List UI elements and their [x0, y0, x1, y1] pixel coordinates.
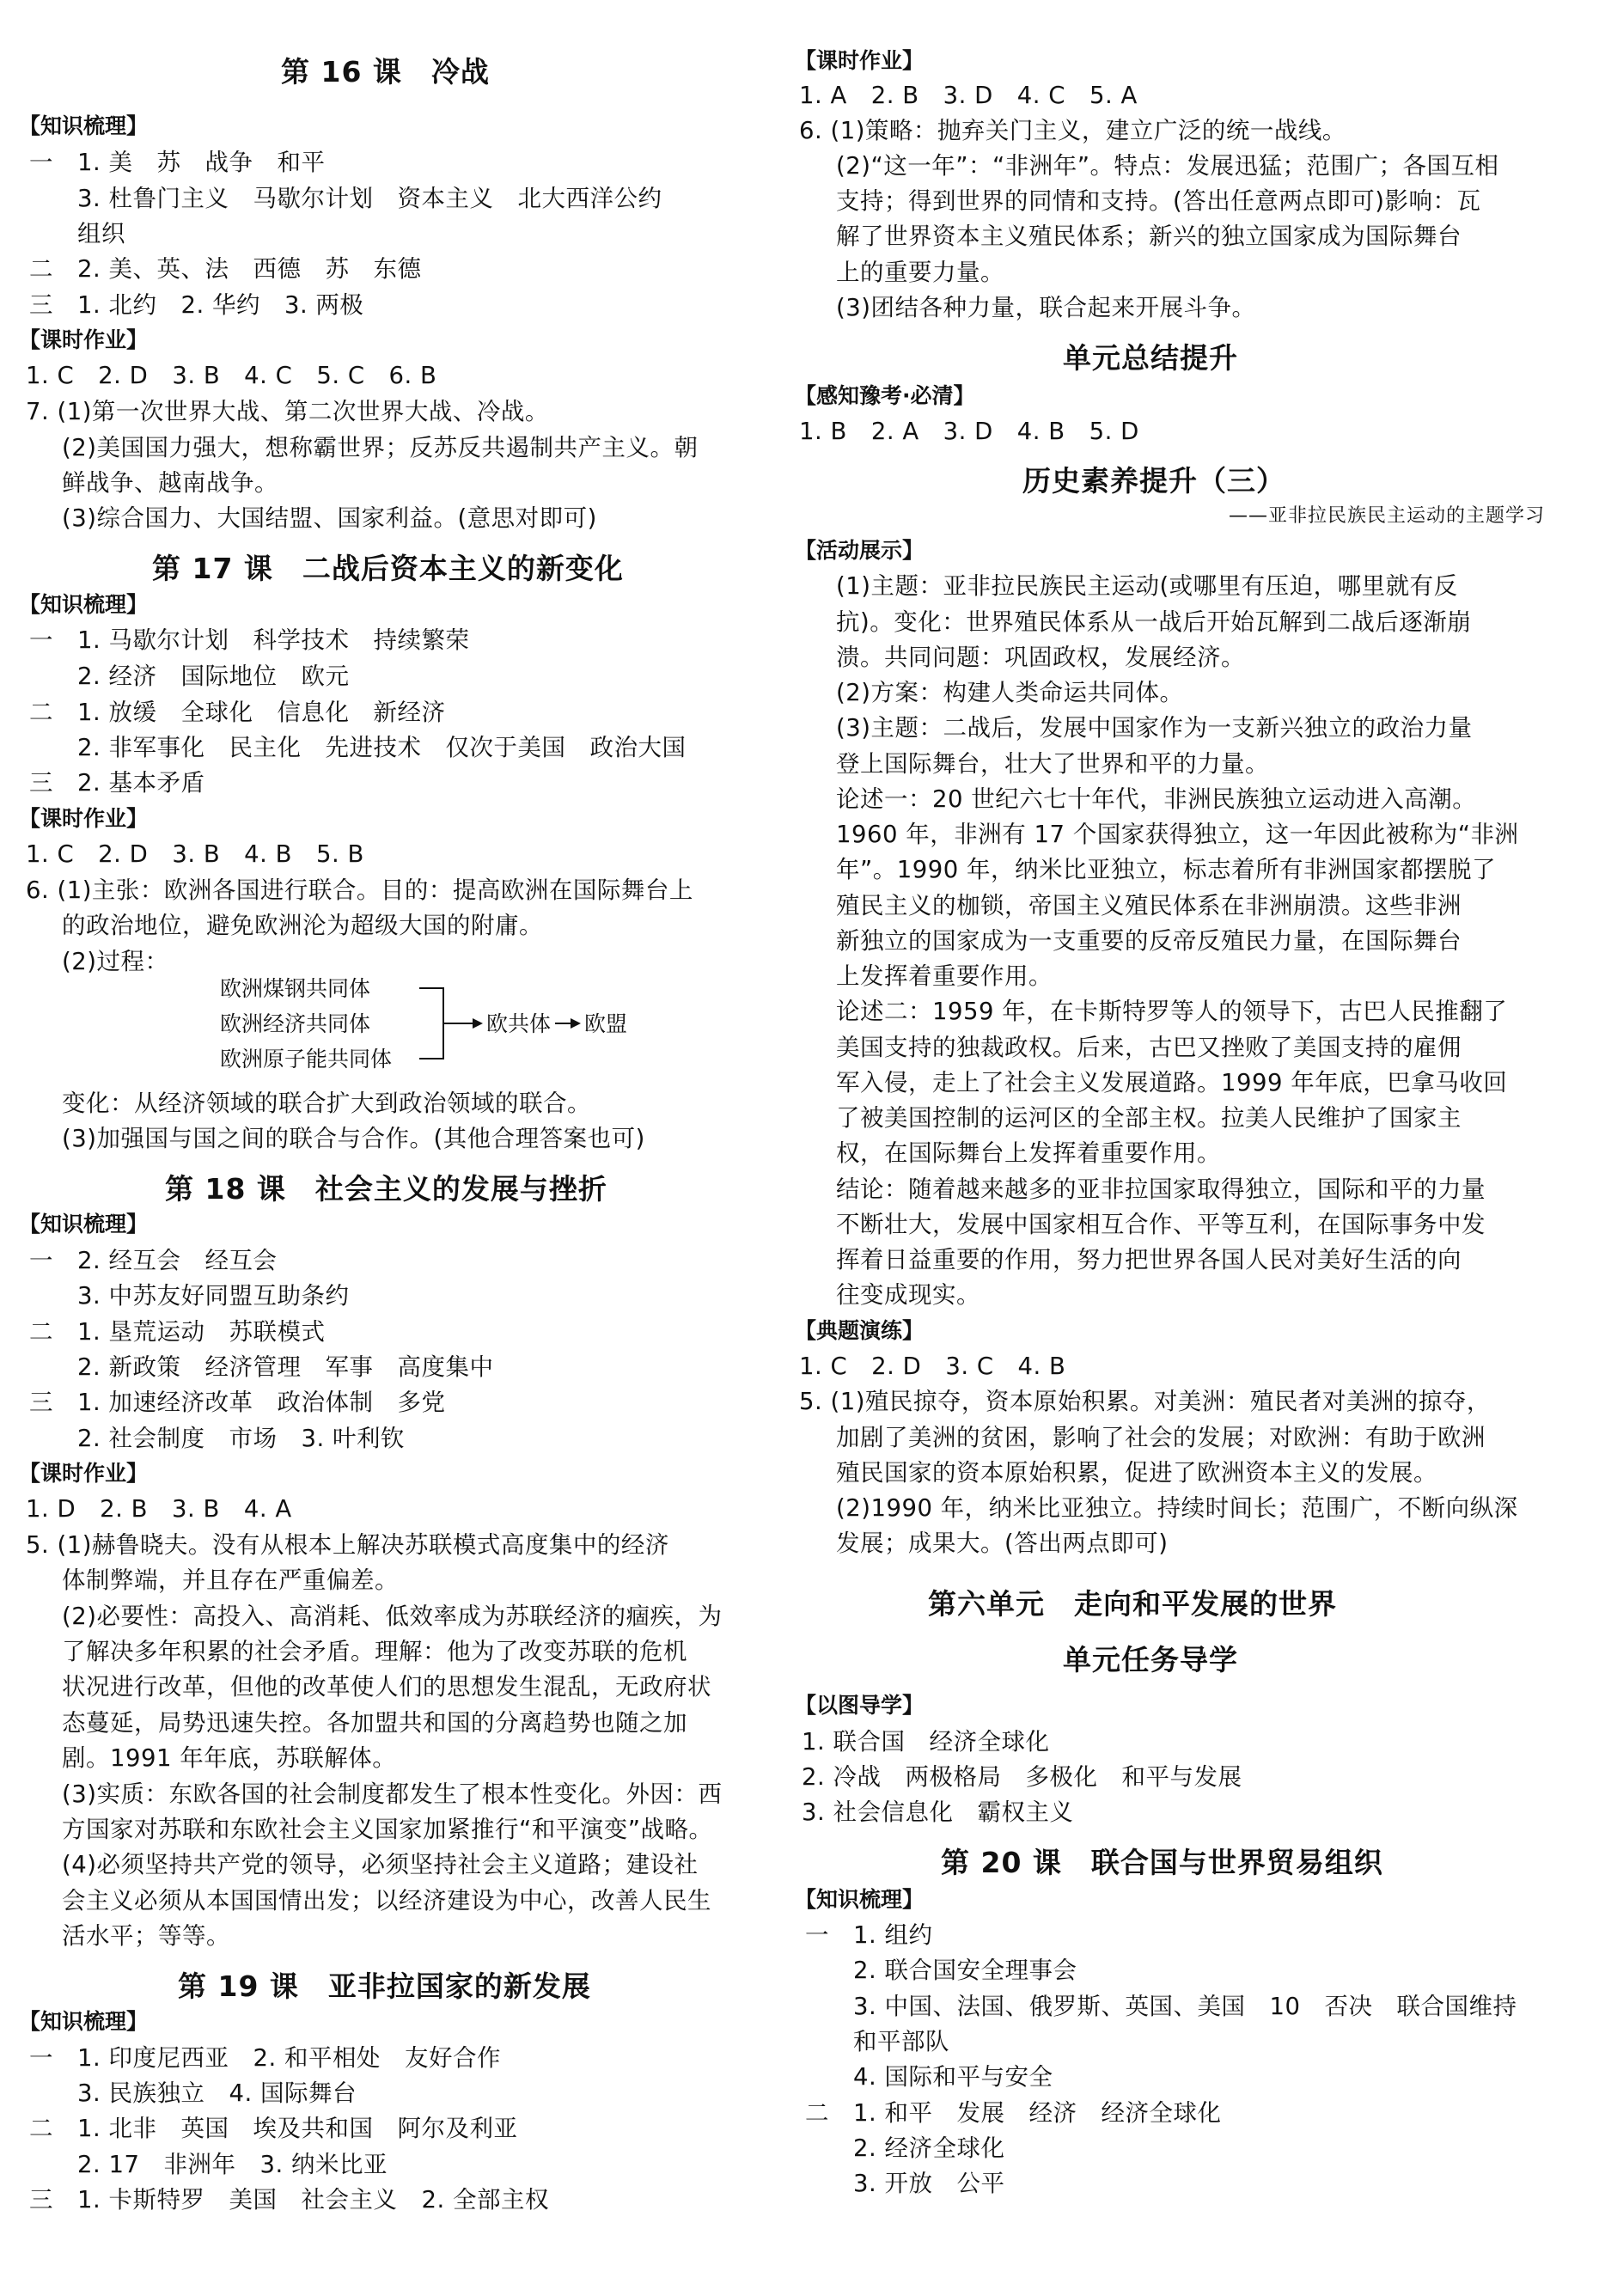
text-line: 剧。1991 年年底，苏联解体。 [62, 1744, 397, 1772]
text-line: 3. 民族独立 4. 国际舞台 [77, 2079, 357, 2107]
text-line: 二 1. 北非 英国 埃及共和国 阿尔及利亚 [29, 2115, 518, 2142]
text-line: 新独立的国家成为一支重要的反帝反殖民力量，在国际舞台 [836, 927, 1462, 955]
text-line: 2. 冷战 两极格局 多极化 和平与发展 [802, 1763, 1242, 1791]
text-line: (3)团结各种力量，联合起来开展斗争。 [836, 294, 1256, 321]
text-line: 抗)。变化：世界殖民体系从一战后开始瓦解到二战后逐渐崩 [836, 608, 1472, 636]
text-line: 3. 社会信息化 霸权主义 [802, 1798, 1074, 1826]
text-line: 一 1. 马歇尔计划 科学技术 持续繁荣 [29, 626, 470, 654]
text-line: 1. C 2. D 3. C 4. B [799, 1353, 1066, 1380]
text-line: 2. 新政策 经济管理 军事 高度集中 [77, 1353, 494, 1381]
text-line: 和平部队 [853, 2028, 949, 2055]
text-line: 状况进行改革，但他的改革使人们的思想发生混乱，无政府状 [62, 1673, 711, 1701]
section-heading: 第六单元 走向和平发展的世界 [928, 1587, 1337, 1621]
text-line: 3. 杜鲁门主义 马歇尔计划 资本主义 北大西洋公约 [77, 185, 662, 212]
subtitle: ——亚非拉民族民主运动的主题学习 [1229, 505, 1546, 527]
text-line: 论述一：20 世纪六七十年代，非洲民族独立运动进入高潮。 [836, 785, 1477, 813]
text-line: 溃。共同问题：巩固政权，发展经济。 [836, 644, 1245, 671]
text-line: 态蔓延，局势迅速失控。各加盟共和国的分离趋势也随之加 [62, 1709, 687, 1737]
flow-arrow-1 [473, 1018, 483, 1029]
text-line: (4)必须坚持共产党的领导，必须坚持社会主义道路；建设社 [62, 1851, 699, 1878]
text-line: 2. 经济 国际地位 欧元 [77, 663, 350, 690]
text-line: 1. C 2. D 3. B 4. C 5. C 6. B [26, 362, 437, 389]
text-line: (2)美国国力强大，想称霸世界；反苏反共遏制共产主义。朝 [62, 434, 699, 461]
text-line: 二 2. 美、英、法 西德 苏 东德 [29, 255, 422, 283]
text-line: 一 1. 美 苏 战争 和平 [29, 149, 326, 176]
text-line: 7. (1)第一次世界大战、第二次世界大战、冷战。 [26, 398, 549, 425]
section-heading: 第 19 课 亚非拉国家的新发展 [178, 1969, 591, 2003]
text-line: 三 1. 加速经济改革 政治体制 多党 [29, 1389, 446, 1416]
flow-arrow-2 [571, 1018, 581, 1029]
text-line: 6. (1)策略：抛弃关门主义，建立广泛的统一战线。 [799, 117, 1346, 144]
text-line: 三 1. 卡斯特罗 美国 社会主义 2. 全部主权 [29, 2186, 549, 2214]
text-line: 3. 中国、法国、俄罗斯、英国、美国 10 否决 联合国维持 [853, 1993, 1517, 2020]
text-line: 鲜战争、越南战争。 [62, 469, 278, 497]
subsection-label: 【典题演练】 [795, 1318, 925, 1343]
text-line: 挥着日益重要的作用，努力把世界各国人民对美好生活的向 [836, 1246, 1462, 1273]
text-line: 二 1. 和平 发展 经济 经济全球化 [805, 2099, 1222, 2127]
text-line: 4. 国际和平与安全 [853, 2063, 1053, 2091]
text-line: 一 1. 印度尼西亚 2. 和平相处 友好合作 [29, 2044, 501, 2072]
text-line: (3)主题：二战后，发展中国家作为一支新兴独立的政治力量 [836, 714, 1473, 742]
text-line: 二 1. 放缓 全球化 信息化 新经济 [29, 699, 446, 726]
subsection-label: 【知识梳理】 [19, 1212, 149, 1237]
text-line: 殖民国家的资本原始积累，促进了欧洲资本主义的发展。 [836, 1459, 1437, 1487]
subsection-label: 【活动展示】 [795, 538, 925, 563]
text-line: 2. 社会制度 市场 3. 叶利钦 [77, 1425, 405, 1452]
flow-item-2: 欧洲经济共同体 [220, 1011, 371, 1036]
flow-item-3: 欧洲原子能共同体 [220, 1047, 393, 1072]
text-line: 殖民主义的枷锁，帝国主义殖民体系在非洲崩溃。这些非洲 [836, 892, 1462, 919]
text-line: 结论：随着越来越多的亚非拉国家取得独立，国际和平的力量 [836, 1175, 1486, 1203]
subsection-label: 【知识梳理】 [795, 1887, 925, 1912]
subsection-label: 【课时作业】 [19, 1461, 149, 1486]
section-heading: 第 16 课 冷战 [281, 55, 490, 89]
section-heading: 第 18 课 社会主义的发展与挫折 [165, 1172, 607, 1206]
text-line: 体制弊端，并且存在严重偏差。 [62, 1566, 399, 1594]
section-heading: 单元任务导学 [1063, 1643, 1238, 1676]
flow-middle: 欧共体 [486, 1011, 552, 1036]
text-line: 1. D 2. B 3. B 4. A [26, 1495, 292, 1523]
section-heading: 历史素养提升（三） [1022, 464, 1285, 498]
subsection-label: 【课时作业】 [19, 327, 149, 352]
text-line: (3)加强国与国之间的联合与合作。(其他合理答案也可) [62, 1125, 645, 1152]
flow-item-1: 欧洲煤钢共同体 [220, 976, 371, 1001]
text-line: 2. 经济全球化 [853, 2134, 1005, 2162]
subsection-label: 【知识梳理】 [19, 2009, 149, 2034]
text-line: 3. 开放 公平 [853, 2170, 1005, 2197]
text-line: 3. 中苏友好同盟互助条约 [77, 1282, 350, 1310]
process-flow-chart [215, 971, 730, 1074]
text-line: 了解决多年积累的社会矛盾。理解：他为了改变苏联的危机 [62, 1638, 687, 1665]
text-line: 一 1. 组约 [805, 1921, 933, 1949]
subsection-label: 【以图导学】 [795, 1693, 925, 1718]
text-line: 支持；得到世界的同情和支持。(答出任意两点即可)影响：瓦 [836, 187, 1481, 215]
text-line: 6. (1)主张：欧洲各国进行联合。目的：提高欧洲在国际舞台上 [26, 876, 693, 904]
section-heading: 单元总结提升 [1063, 341, 1238, 375]
text-line: 三 2. 基本矛盾 [29, 769, 205, 797]
text-line: (2)方案：构建人类命运共同体。 [836, 679, 1184, 706]
text-line: (3)综合国力、大国结盟、国家利益。(意思对即可) [62, 504, 597, 532]
text-line: (2)必要性：高投入、高消耗、低效率成为苏联经济的痼疾，为 [62, 1603, 723, 1630]
subsection-label: 【课时作业】 [795, 48, 925, 73]
text-line: 了被美国控制的运河区的全部主权。拉美人民维护了国家主 [836, 1104, 1462, 1132]
flow-end: 欧盟 [584, 1011, 628, 1036]
text-line: 5. (1)赫鲁晓夫。没有从根本上解决苏联模式高度集中的经济 [26, 1531, 669, 1559]
section-heading: 第 20 课 联合国与世界贸易组织 [941, 1846, 1383, 1879]
text-line: 变化：从经济领域的联合扩大到政治领域的联合。 [62, 1090, 591, 1117]
text-line: 5. (1)殖民掠夺，资本原始积累。对美洲：殖民者对美洲的掠夺， [799, 1388, 1491, 1415]
text-line: 权，在国际舞台上发挥着重要作用。 [836, 1139, 1221, 1167]
text-line: (2)1990 年，纳米比亚独立。持续时间长；范围广，不断向纵深 [836, 1494, 1518, 1522]
text-line: 不断壮大，发展中国家相互合作、平等互利，在国际事务中发 [836, 1211, 1486, 1238]
subsection-label: 【知识梳理】 [19, 592, 149, 617]
text-line: 美国支持的独裁政权。后来，古巴又挫败了美国支持的雇佣 [836, 1034, 1462, 1061]
text-line: 军入侵，走上了社会主义发展道路。1999 年年底，巴拿马收回 [836, 1069, 1508, 1096]
text-line: 往变成现实。 [836, 1281, 980, 1309]
text-line: 三 1. 北约 2. 华约 3. 两极 [29, 291, 364, 319]
text-line: 解了世界资本主义殖民体系；新兴的独立国家成为国际舞台 [836, 223, 1462, 250]
text-line: 发展；成果大。(答出两点即可) [836, 1530, 1169, 1557]
subsection-label: 【感知豫考·必清】 [795, 383, 975, 408]
text-line: (2)过程： [62, 948, 169, 975]
text-line: 登上国际舞台，壮大了世界和平的力量。 [836, 750, 1269, 778]
text-line: (3)实质：东欧各国的社会制度都发生了根本性变化。外因：西 [62, 1780, 723, 1808]
text-line: 论述二：1959 年，在卡斯特罗等人的领导下，古巴人民推翻了 [836, 998, 1508, 1025]
text-line: 年”。1990 年，纳米比亚独立，标志着所有非洲国家都摆脱了 [836, 856, 1496, 883]
flow-bracket [419, 988, 443, 1059]
text-line: 组织 [77, 220, 125, 247]
text-line: 1. A 2. B 3. D 4. C 5. A [799, 82, 1138, 109]
text-line: 上的重要力量。 [836, 259, 1004, 286]
text-line: 加剧了美洲的贫困，影响了社会的发展；对欧洲：有助于欧洲 [836, 1424, 1486, 1451]
text-line: 方国家对苏联和东欧社会主义国家加紧推行“和平演变”战略。 [62, 1816, 713, 1843]
text-line: (2)“这一年”：“非洲年”。特点：发展迅猛；范围广；各国互相 [836, 152, 1499, 180]
subsection-label: 【知识梳理】 [19, 113, 149, 138]
subsection-label: 【课时作业】 [19, 806, 149, 831]
text-line: 上发挥着重要作用。 [836, 962, 1053, 990]
text-line: 的政治地位，避免欧洲沦为超级大国的附庸。 [62, 912, 543, 939]
text-line: 2. 17 非洲年 3. 纳米比亚 [77, 2151, 388, 2178]
text-line: 1960 年，非洲有 17 个国家获得独立，这一年因此被称为“非洲 [836, 821, 1519, 848]
text-line: 2. 联合国安全理事会 [853, 1957, 1077, 1984]
text-line: 1. C 2. D 3. B 4. B 5. B [26, 840, 364, 868]
text-line: 1. B 2. A 3. D 4. B 5. D [799, 418, 1139, 445]
text-line: 2. 非军事化 民主化 先进技术 仅次于美国 政治大国 [77, 734, 687, 761]
text-line: 1. 联合国 经济全球化 [802, 1728, 1050, 1756]
text-line: 二 1. 垦荒运动 苏联模式 [29, 1318, 326, 1346]
text-line: 一 2. 经互会 经互会 [29, 1247, 278, 1274]
text-line: 会主义必须从本国国情出发；以经济建设为中心，改善人民生 [62, 1887, 711, 1914]
text-line: (1)主题：亚非拉民族民主运动(或哪里有压迫，哪里就有反 [836, 572, 1458, 600]
section-heading: 第 17 课 二战后资本主义的新变化 [152, 552, 624, 585]
text-line: 活水平；等等。 [62, 1922, 230, 1950]
